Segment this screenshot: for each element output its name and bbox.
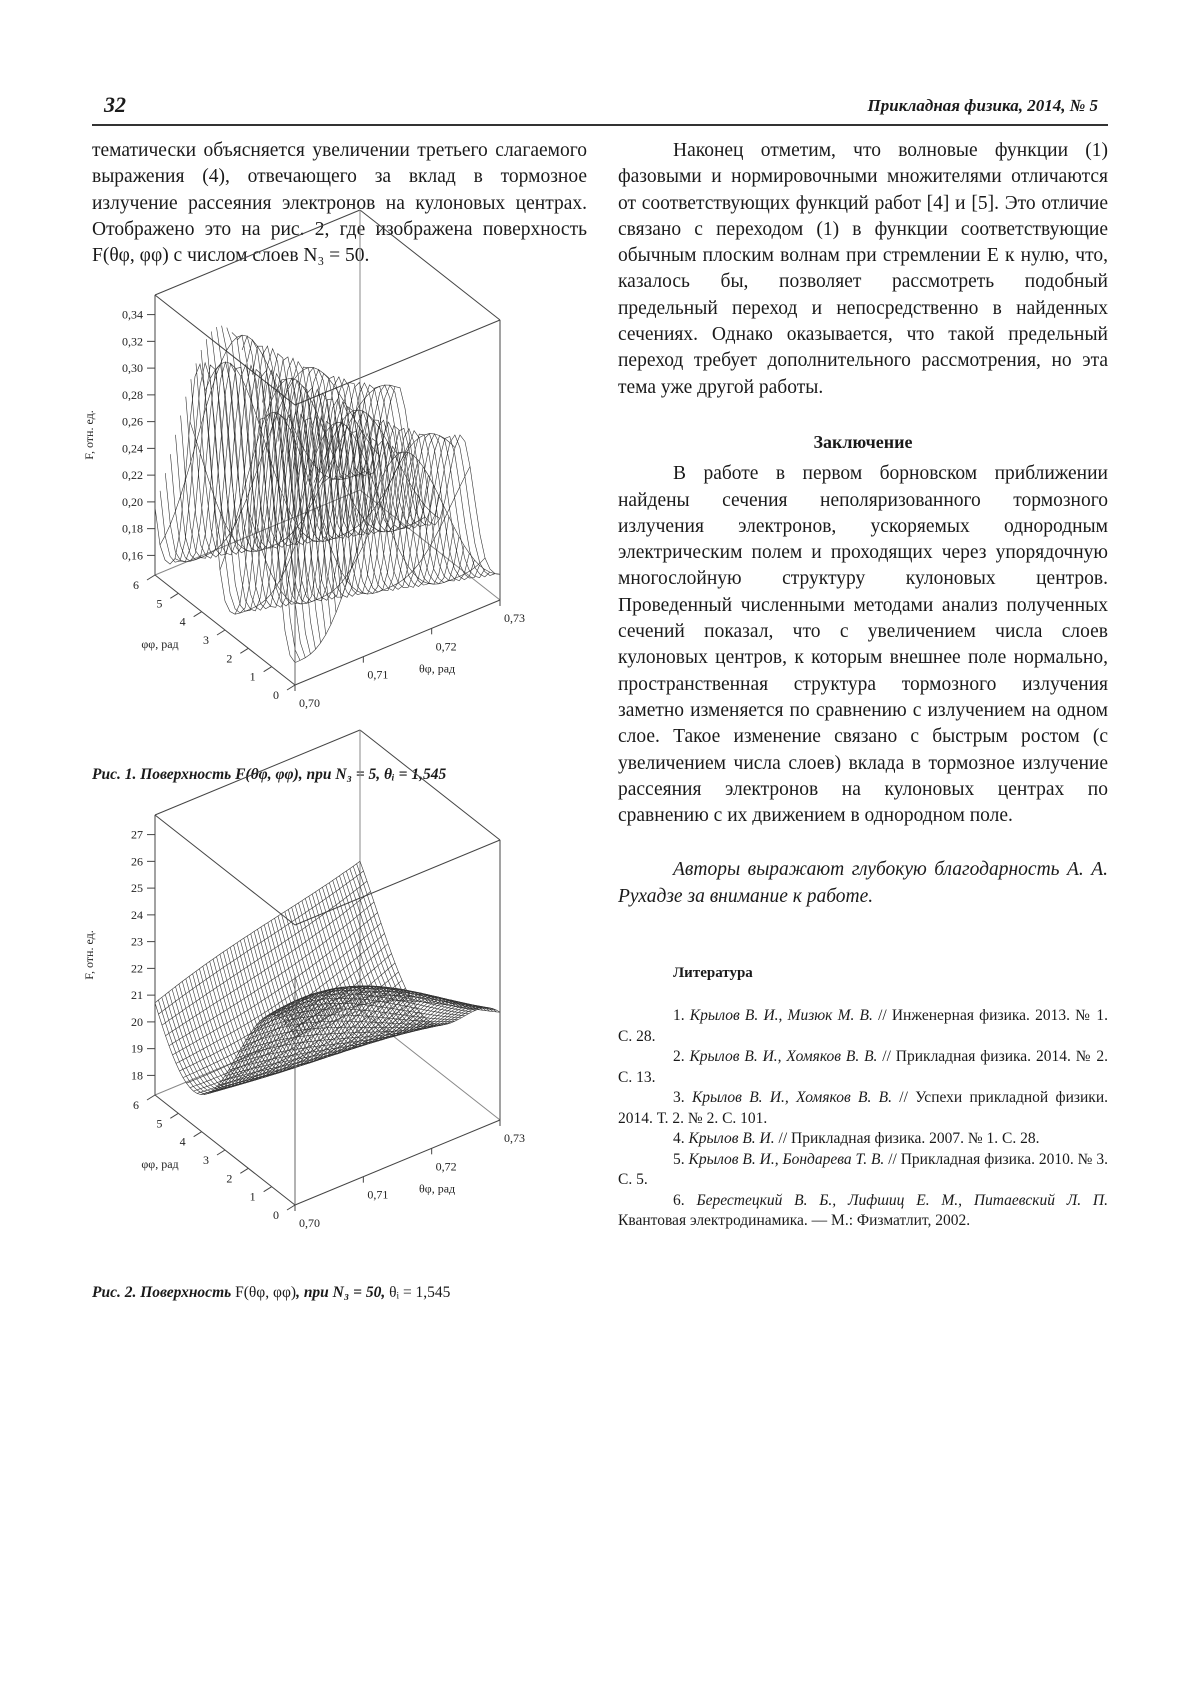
- svg-text:2: 2: [226, 1171, 233, 1186]
- svg-text:1: 1: [249, 669, 256, 684]
- ref-num: 5.: [673, 1150, 689, 1168]
- svg-text:21: 21: [131, 988, 143, 1003]
- svg-text:18: 18: [131, 1068, 143, 1083]
- svg-text:0,70: 0,70: [299, 1216, 320, 1230]
- reference-item: [618, 1047, 1108, 1088]
- reference-list: [618, 1006, 1108, 1232]
- caption-function: F(θφ, φφ): [235, 1284, 297, 1301]
- svg-text:0,16: 0,16: [122, 548, 143, 563]
- surface-plot-2: [82, 820, 600, 1260]
- svg-text:0,73: 0,73: [504, 1131, 525, 1145]
- svg-text:0,32: 0,32: [122, 334, 143, 349]
- svg-text:0,71: 0,71: [367, 1187, 389, 1202]
- svg-text:4: 4: [179, 614, 186, 629]
- caption-suffix: , при N₃ = 5, θᵢ = 1,545: [298, 766, 447, 783]
- ref-authors: Крылов В. И., Мизюк М. В.: [689, 1007, 873, 1025]
- svg-text:24: 24: [131, 907, 143, 922]
- svg-text:0,72: 0,72: [435, 1159, 457, 1174]
- svg-text:0: 0: [273, 688, 279, 702]
- ref-num: 6.: [673, 1191, 697, 1209]
- ref-authors: Крылов В. И., Хомяков В. В.: [689, 1048, 878, 1066]
- ref-source: Квантовая электродинамика. — М.: Физматлит, 2002.: [618, 1212, 971, 1230]
- svg-text:0,20: 0,20: [122, 494, 143, 509]
- svg-text:5: 5: [156, 1116, 163, 1131]
- ref-source: // Инженерная физика. 2013. № 1. С. 28.: [618, 1007, 1109, 1045]
- figure-1: [82, 300, 600, 740]
- svg-text:0,24: 0,24: [122, 441, 143, 456]
- svg-text:5: 5: [156, 596, 163, 611]
- reference-item: [618, 1129, 1108, 1150]
- conclusion-heading: Заключение: [813, 431, 913, 452]
- literature-heading: Литература: [673, 965, 753, 982]
- svg-text:3: 3: [203, 1153, 209, 1167]
- svg-text:0,18: 0,18: [122, 521, 143, 536]
- ref-authors: Крылов В. И., Бондарева Т. В.: [688, 1150, 885, 1168]
- reference-item: [618, 1150, 1108, 1191]
- figure-2: [82, 820, 600, 1260]
- caption-suffix: , при N₃ = 50,: [296, 1284, 390, 1301]
- svg-text:φφ, рад: φφ, рад: [141, 1157, 179, 1171]
- svg-text:0,70: 0,70: [299, 696, 320, 710]
- svg-text:3: 3: [203, 633, 209, 647]
- svg-text:1: 1: [249, 1189, 256, 1204]
- caption-function: F(θφ, φφ): [235, 766, 299, 783]
- svg-text:0,28: 0,28: [122, 387, 143, 402]
- page-header: [92, 88, 1108, 126]
- page-number: 32: [104, 92, 126, 117]
- svg-text:2: 2: [226, 651, 233, 666]
- acknowledgement: Авторы выражают глубокую благодарность А. А. Рухадзе за внимание к работе.: [618, 859, 1108, 907]
- journal-title: Прикладная физика, 2014, № 5: [867, 96, 1098, 115]
- ref-authors: Крылов В. И., Хомяков В. В.: [691, 1089, 892, 1107]
- surface-plot-1: [82, 300, 600, 740]
- ref-num: 4.: [673, 1130, 689, 1148]
- svg-text:F, отн. ед.: F, отн. ед.: [82, 930, 96, 980]
- ref-source: // Успехи прикладной физики. 2014. Т. 2. № 2. С. 101.: [618, 1089, 1108, 1127]
- reference-item: [618, 1191, 1108, 1232]
- ref-source: // Прикладная физика. 2007. № 1. С. 28.: [774, 1130, 1040, 1148]
- right-column: [618, 138, 1108, 1232]
- reference-item: [618, 1006, 1108, 1047]
- paragraph: тематически объясняется увеличении третьего слагаемого выражения (4), отвечающего за вклад в тормозное излучение рассеяния электронов на кулоновых центрах. Отображено это на рис. 2, где изображена поверхность F(θφ, φφ) с числом слоев N₃ = 50.: [92, 140, 587, 267]
- svg-text:22: 22: [131, 961, 143, 976]
- svg-text:F, отн. ед.: F, отн. ед.: [82, 410, 96, 460]
- ref-num: 3.: [673, 1089, 692, 1107]
- caption-prefix: Рис. 1. Поверхность: [92, 766, 236, 783]
- svg-text:0,72: 0,72: [435, 639, 457, 654]
- svg-text:0,22: 0,22: [122, 468, 143, 483]
- caption-theta: θᵢ = 1,545: [389, 1284, 451, 1301]
- svg-text:6: 6: [133, 578, 139, 592]
- svg-text:θφ, рад: θφ, рад: [419, 661, 456, 676]
- svg-text:19: 19: [131, 1041, 143, 1056]
- ref-source: // Прикладная физика. 2010. № 3. С. 5.: [618, 1150, 1108, 1189]
- svg-text:0: 0: [273, 1208, 279, 1222]
- left-column: [92, 138, 587, 269]
- svg-text:27: 27: [131, 827, 143, 842]
- paragraph: Наконец отметим, что волновые функции (1) фазовыми и нормировочными множителями отличаются от соответствующих функций работ [4] и [5]. Это отличие связано с переходом (1) в функции соответствующие обычным плоским волнам при стремлении E к нулю, что, казалось бы, позволяет рассмотреть подобный предельный переход и непосредственно в найденных сечениях. Однако оказывается, что такой предельный переход требует дополнительного рассмотрения, но эта тема уже другой работы.: [618, 140, 1108, 398]
- reference-item: [618, 1088, 1108, 1129]
- svg-text:0,71: 0,71: [367, 667, 389, 682]
- svg-text:φφ, рад: φφ, рад: [141, 637, 179, 651]
- ref-authors: Крылов В. И.: [688, 1130, 775, 1148]
- svg-text:25: 25: [131, 881, 143, 896]
- svg-text:6: 6: [133, 1098, 139, 1112]
- svg-text:0,34: 0,34: [122, 307, 143, 322]
- svg-text:26: 26: [131, 854, 143, 869]
- svg-text:0,30: 0,30: [122, 361, 143, 376]
- figure-2-caption: [92, 1284, 450, 1302]
- caption-prefix: Рис. 2. Поверхность: [92, 1284, 236, 1301]
- svg-text:4: 4: [179, 1134, 186, 1149]
- ref-authors: Берестецкий В. Б., Лифшиц Е. М., Питаевский Л. П.: [696, 1191, 1108, 1209]
- ref-num: 2.: [673, 1048, 690, 1066]
- svg-text:0,73: 0,73: [504, 611, 525, 625]
- conclusion-paragraph: В работе в первом борновском приближении найдены сечения неполяризованного тормозного излучения электронов, ускоряемых однородным электрическим полем и проходящих через упорядочную многослойную структуру кулоновых центров. Проведенный численными методами анализ полученных сечений показал, что с увеличением числа слоев кулоновых центров, к которым внешнее поле нормально, пространственная структура тормозного излучения заметно изменяется по сравнению с излучением на одном слое. Такое изменение связано с быстрым ростом (с увеличением числа слоев) вклада в тормозное излучение рассеяния электронов на кулоновых центрах по сравнению с их движением в однородном поле.: [618, 463, 1108, 827]
- ref-source: // Прикладная физика. 2014. № 2. С. 13.: [618, 1048, 1108, 1086]
- figure-1-caption: [92, 766, 446, 784]
- ref-num: 1.: [673, 1007, 690, 1025]
- svg-text:23: 23: [131, 934, 143, 949]
- svg-text:0,26: 0,26: [122, 414, 143, 429]
- svg-text:20: 20: [131, 1014, 143, 1029]
- svg-text:θφ, рад: θφ, рад: [419, 1181, 456, 1196]
